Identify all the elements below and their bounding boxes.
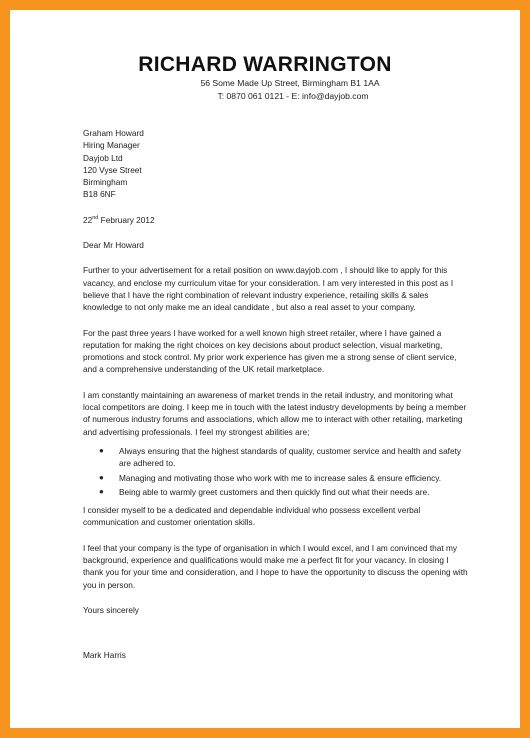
letter-date <box>83 214 468 226</box>
paragraph-experience: For the past three years I have worked for a well known high street retailer, where I have gained a reputation for making the right choices on key decisions about product selection, visual marketing, promotions and stock control. My prior work experience has given me a strong sense of client service, and a comprehensive understanding of the UK retail marketplace. <box>83 327 457 375</box>
recipient-address <box>83 127 468 201</box>
list-item-text: Managing and motivating those who work with me to increase sales & ensure efficiency. <box>119 472 442 483</box>
paragraph-awareness: I am constantly maintaining an awareness of market trends in the retail industry, and monitoring what local competitors are doing. I keep me in touch with the latest industry developments by being a member of numerous industry forums and associations, which allow me to interact with other retailing, marketing and advertising professionals. I feel my strongest abilities are; <box>83 389 467 437</box>
recipient-line: Birmingham <box>83 177 128 188</box>
sender-name: RICHARD WARRINGTON <box>138 53 392 76</box>
bullet-icon: ● <box>99 472 104 482</box>
sender-address: 56 Some Made Up Street, Birmingham B1 1AA <box>200 78 380 88</box>
list-item-text: Being able to warmly greet customers and then quickly find out what their needs are. <box>119 486 430 497</box>
paragraph-intro: Further to your advertisement for a retail position on www.dayjob.com , I should like to apply for this vacancy, and enclose my curriculum vitae for your consideration. I am very interested in this post as I believe that I have the right combination of relevant industry experience, retailing skills & sales knowledge to not only make me an ideal candidate , but also a real asset to your company. <box>83 265 454 313</box>
list-item-text: Always ensuring that the highest standards of quality, customer service and health and safety are adhered to. <box>119 445 462 469</box>
list-item <box>83 445 468 470</box>
bullet-icon: ● <box>99 486 104 496</box>
bullet-icon: ● <box>99 445 104 455</box>
recipient-line: Hiring Manager <box>83 140 140 151</box>
cover-letter-document <box>10 10 520 728</box>
date-rest: February 2012 <box>98 214 155 225</box>
closing-phrase: Yours sincerely <box>83 604 139 615</box>
letter-body <box>83 127 468 662</box>
date-day: 22 <box>83 214 93 225</box>
page-frame <box>10 10 520 728</box>
list-item <box>83 472 468 484</box>
abilities-list <box>83 445 468 498</box>
paragraph-closing: I feel that your company is the type of organisation in which I would excel, and I am convinced that my background, experience and qualifications would make me a perfect fit for your vacancy. In closing I thank you for your time and consideration, and I hope to have the opportunity to discuss the opening with you in person. <box>83 542 468 590</box>
recipient-line: 120 Vyse Street <box>83 164 142 175</box>
recipient-line: B18 6NF <box>83 189 116 200</box>
recipient-line: Dayjob Ltd <box>83 152 123 163</box>
signature-name: Mark Harris <box>83 650 126 661</box>
recipient-line: Graham Howard <box>83 128 144 138</box>
date-suffix: nd <box>92 215 99 222</box>
sender-contact: T: 0870 061 0121 - E: info@dayjob.com <box>217 91 369 101</box>
salutation: Dear Mr Howard <box>83 240 144 251</box>
paragraph-dedication: I consider myself to be a dedicated and dependable individual who possess excellent verbal communication and customer orientation skills. <box>83 505 421 528</box>
list-item <box>83 486 468 498</box>
